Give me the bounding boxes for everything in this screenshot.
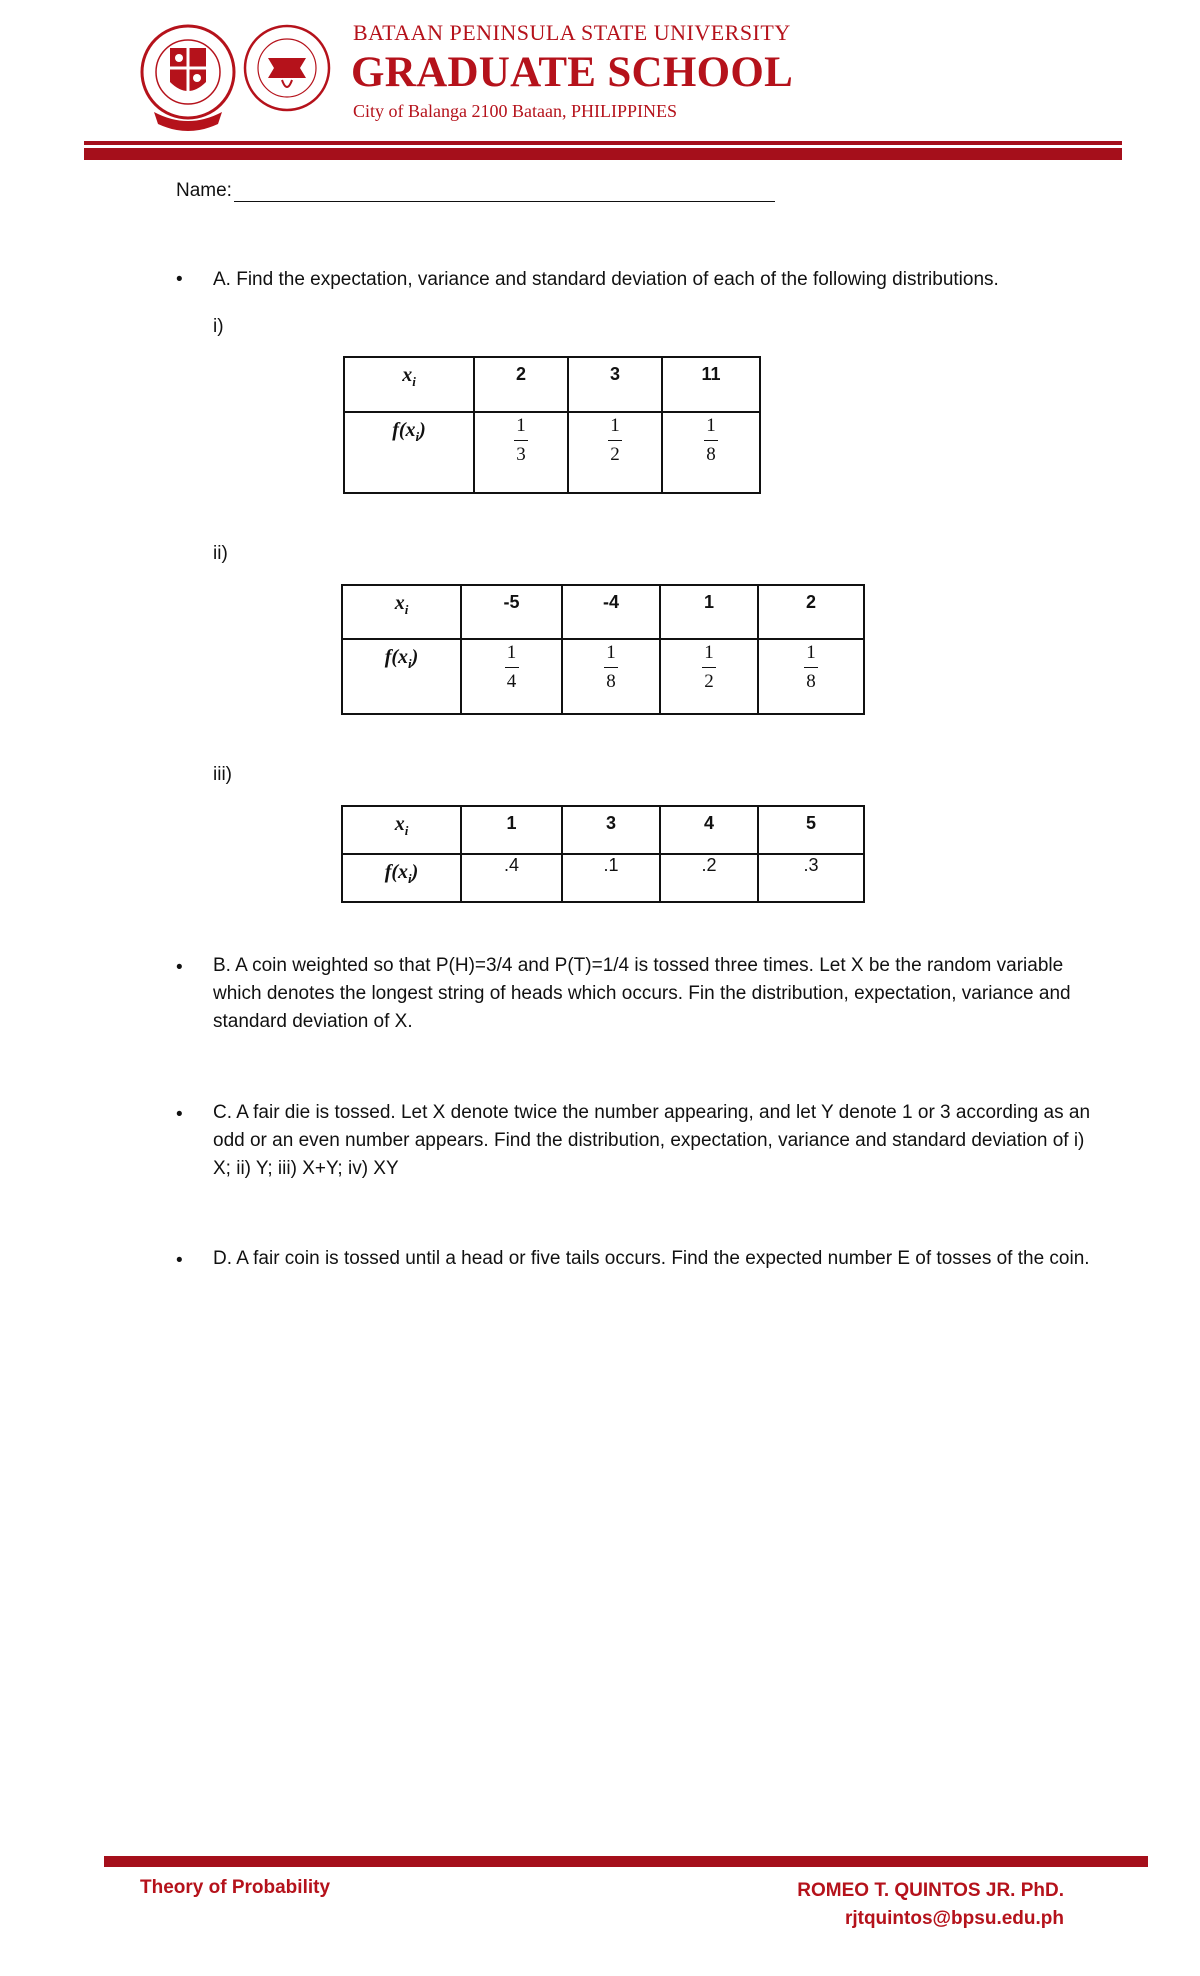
question-a: A. Find the expectation, variance and standard deviation of each of the following distributions.: [213, 269, 999, 290]
probability-fraction: $\frac{1}{8}$: [562, 639, 660, 714]
author-email: rjtquintos@bpsu.edu.ph: [844, 1908, 1064, 1929]
bullet-c: •: [176, 1104, 183, 1125]
question-b: B. A coin weighted so that P(H)=3/4 and P(T)=1/4 is tossed three times. Let X be the random variable which denotes the longest string of heads which occurs. Fin the distribution, expectation, variance and standard deviation of X.: [213, 955, 1071, 1032]
university-name: BATAAN PENINSULA STATE UNIVERSITY: [353, 20, 791, 45]
x-value: -4: [562, 585, 660, 639]
x-value: 2: [758, 585, 864, 639]
probability-value: .3: [758, 854, 864, 902]
x-value: 2: [474, 357, 568, 412]
bullet-b: •: [176, 957, 183, 978]
subpart-i-label: i): [213, 316, 224, 337]
probability-fraction: $\frac{1}{8}$: [662, 412, 760, 493]
fx-label: $f(x_i)$: [342, 639, 461, 714]
school-name: GRADUATE SCHOOL: [351, 49, 794, 96]
x-value: 4: [660, 806, 758, 854]
probability-fraction: $\frac{1}{2}$: [660, 639, 758, 714]
x-label: $x_i$: [342, 585, 461, 639]
subpart-iii-label: iii): [213, 764, 232, 785]
bullet-a: •: [176, 269, 183, 290]
bullet-d: •: [176, 1250, 183, 1271]
address: City of Balanga 2100 Bataan, PHILIPPINES: [353, 101, 677, 121]
question-d: D. A fair coin is tossed until a head or five tails occurs. Find the expected number E of tosses of the coin.: [213, 1248, 1090, 1269]
x-label: $x_i$: [344, 357, 474, 412]
x-value: 3: [562, 806, 660, 854]
subpart-ii-label: ii): [213, 543, 228, 564]
graduate-school-seal-logo: [242, 14, 332, 127]
distribution-table-2: [341, 584, 865, 715]
x-value: 3: [568, 357, 662, 412]
x-value: 1: [461, 806, 562, 854]
course-title: Theory of Probability: [140, 1877, 331, 1898]
x-value: 11: [662, 357, 760, 412]
name-blank-line: [234, 181, 775, 202]
probability-value: .1: [562, 854, 660, 902]
probability-value: .2: [660, 854, 758, 902]
probability-fraction: $\frac{1}{2}$: [568, 412, 662, 493]
header-divider-thin: [84, 141, 1122, 145]
author-name: ROMEO T. QUINTOS JR. PhD.: [797, 1880, 1064, 1901]
name-label: Name:: [176, 180, 232, 201]
x-value: -5: [461, 585, 562, 639]
probability-fraction: $\frac{1}{3}$: [474, 412, 568, 493]
distribution-table-3: [341, 805, 865, 903]
x-label: $x_i$: [342, 806, 461, 854]
fx-label: $f(x_i)$: [344, 412, 474, 493]
probability-value: .4: [461, 854, 562, 902]
author-block: [797, 1877, 1064, 1933]
probability-fraction: $\frac{1}{4}$: [461, 639, 562, 714]
university-seal-logo: [140, 8, 236, 143]
x-value: 5: [758, 806, 864, 854]
letterhead: [0, 0, 1200, 170]
name-field: [176, 180, 775, 202]
question-c: C. A fair die is tossed. Let X denote twice the number appearing, and let Y denote 1 or 3 according as an odd or an even number appears. Find the distribution, expectation, variance and standard deviation of i) X; ii) Y; iii) X+Y; iv) XY: [213, 1102, 1091, 1179]
probability-fraction: $\frac{1}{8}$: [758, 639, 864, 714]
x-value: 1: [660, 585, 758, 639]
fx-label: $f(x_i)$: [342, 854, 461, 902]
header-divider-thick: [84, 148, 1122, 160]
footer-divider: [104, 1856, 1148, 1867]
distribution-table-1: [343, 356, 761, 494]
